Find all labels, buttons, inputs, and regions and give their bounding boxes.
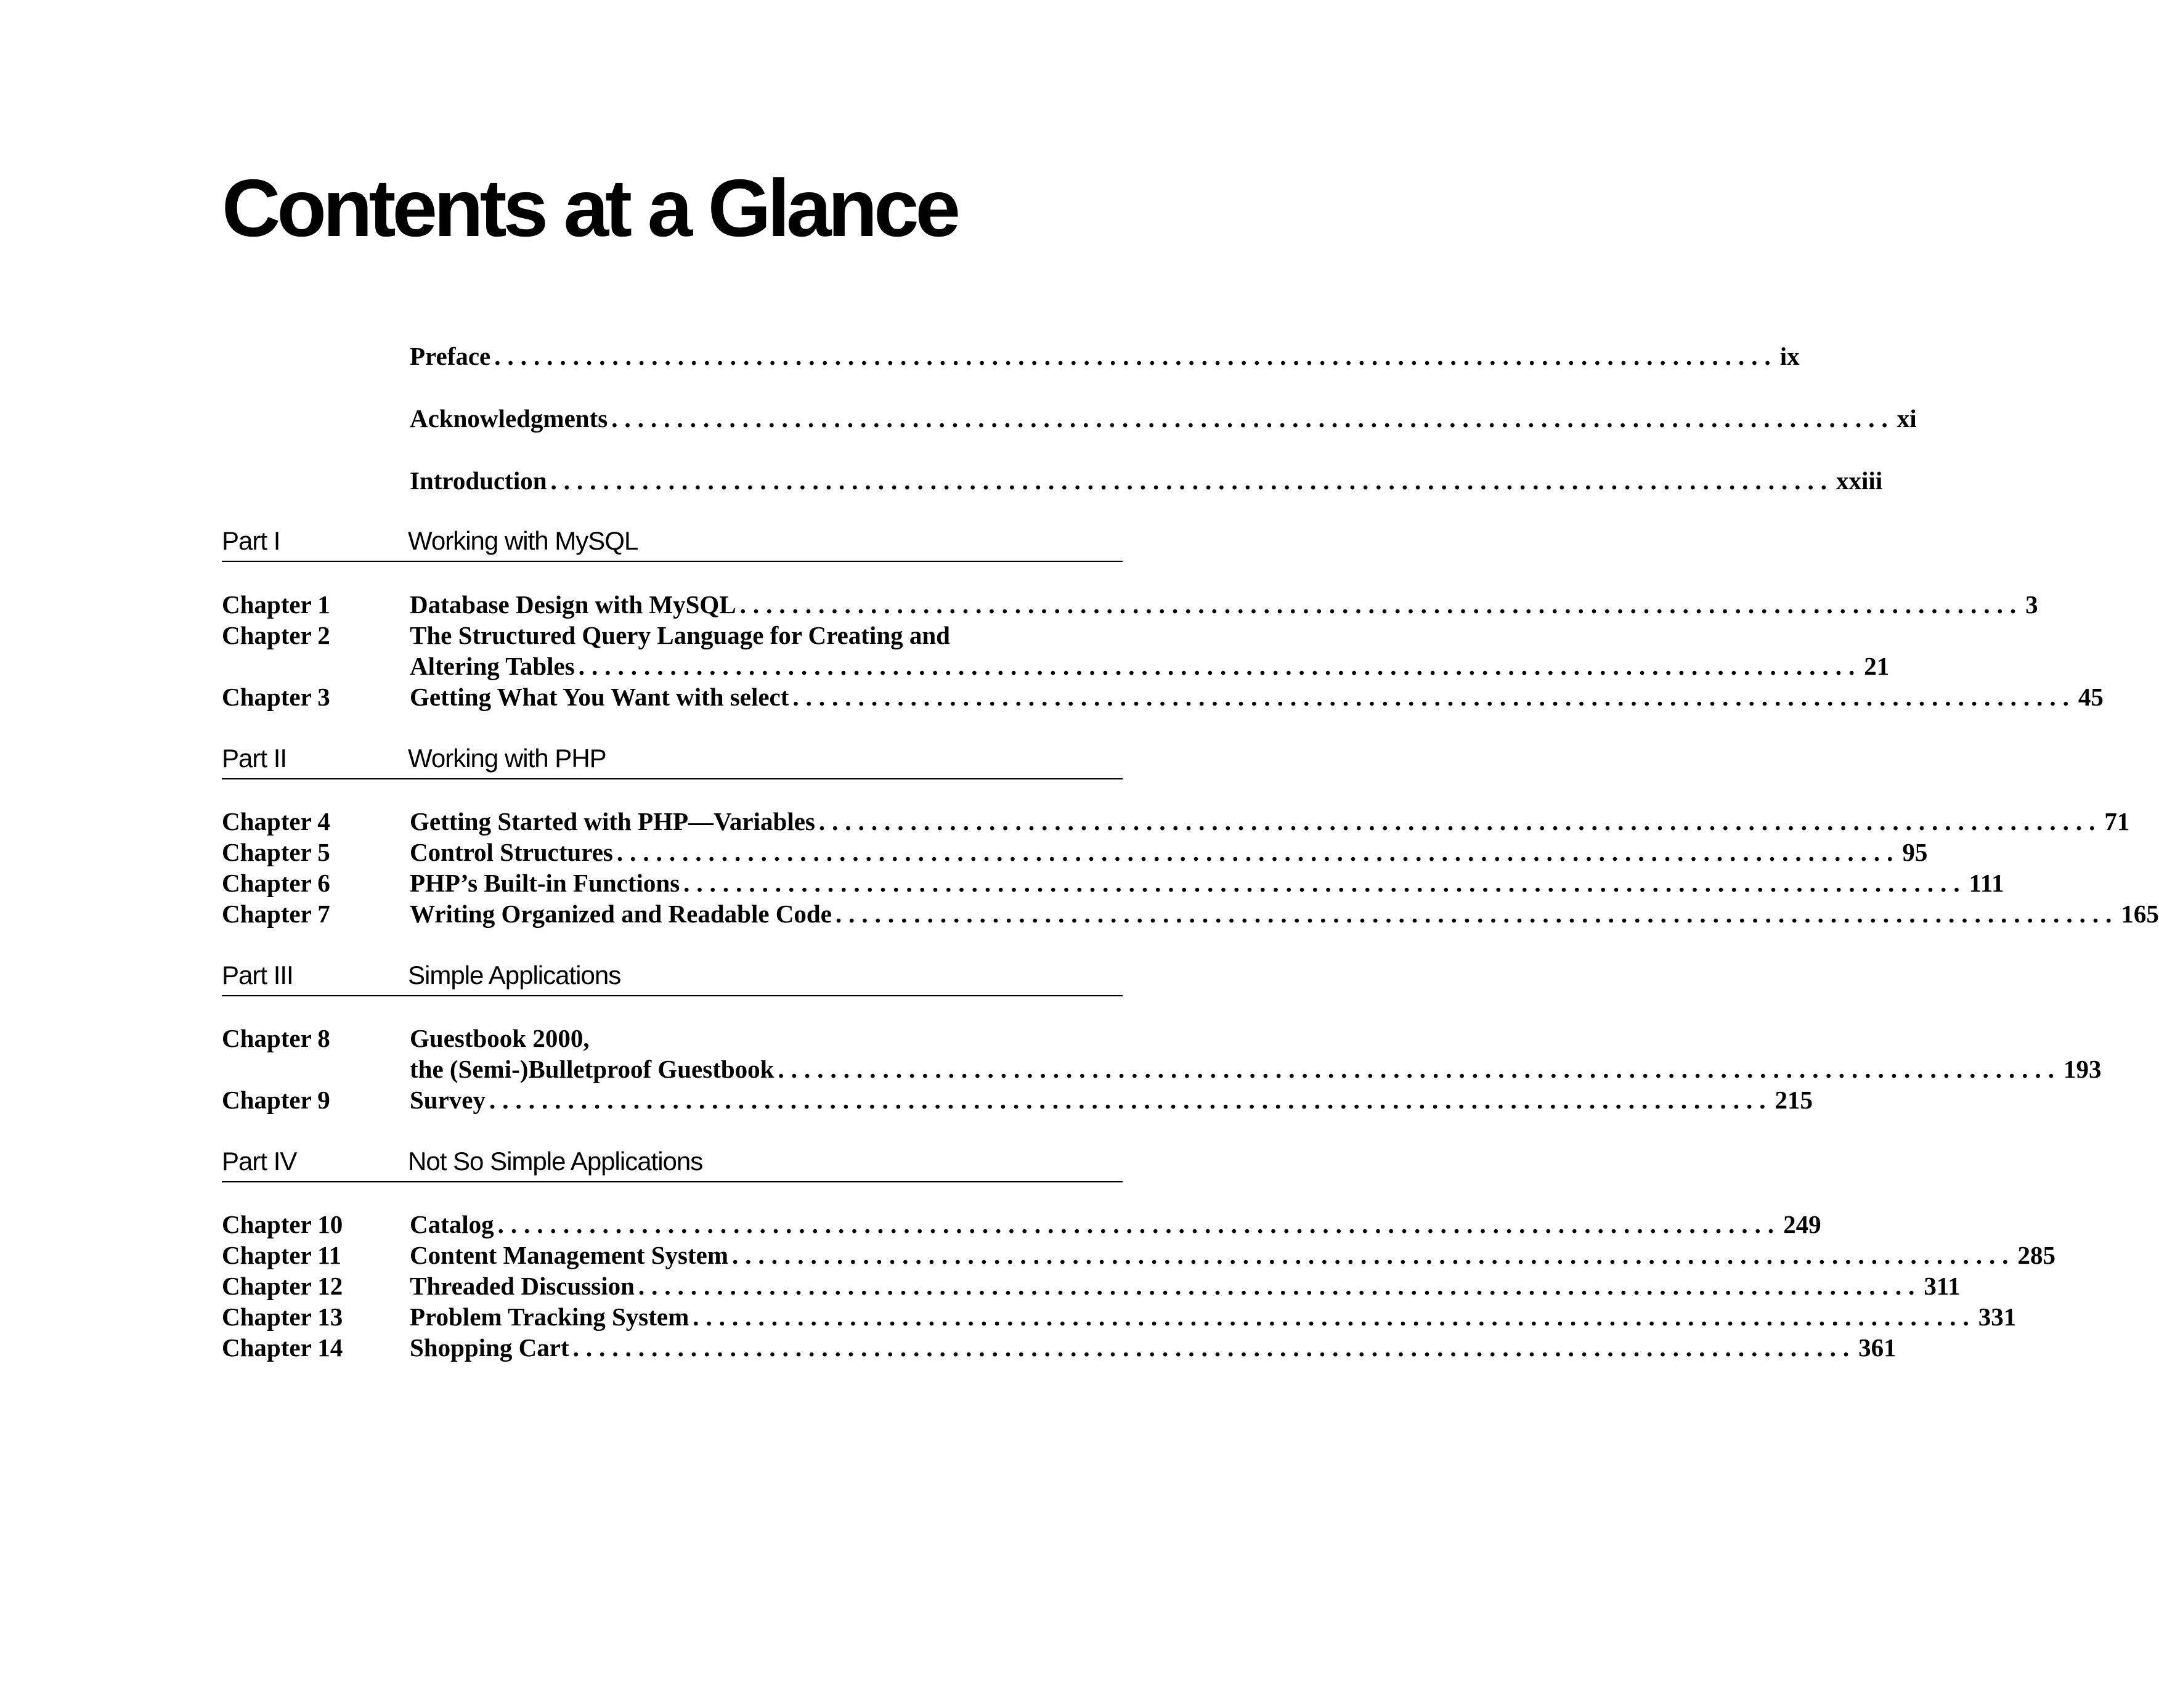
part-heading-4[interactable]	[222, 1144, 1123, 1182]
dot-leader: ..................................................................................................	[693, 1303, 1976, 1331]
part-title: Working with MySQL	[408, 526, 638, 555]
dot-leader: ..................................................................................................	[731, 1241, 2015, 1269]
part-label: Part II	[222, 744, 287, 773]
entry-page: 111	[1969, 869, 2004, 897]
toc-entry-chapter-1[interactable]	[222, 589, 2038, 620]
chapter-label: Chapter 14	[222, 1333, 343, 1362]
dot-leader: ..................................................................................................	[818, 807, 2102, 836]
chapter-label: Chapter 12	[222, 1272, 343, 1300]
entry-title: Acknowledgments	[410, 404, 608, 433]
toc-entry-chapter-12[interactable]	[222, 1271, 1961, 1301]
dot-leader: ..................................................................................................	[739, 590, 2023, 619]
toc-entry-chapter-9[interactable]	[222, 1084, 1813, 1115]
chapter-label: Chapter 10	[222, 1210, 343, 1238]
entry-page: 361	[1858, 1333, 1897, 1362]
entry-page: 165	[2121, 900, 2159, 928]
entry-title: Catalog	[410, 1210, 494, 1238]
entry-title: the (Semi-)Bulletproof Guestbook	[410, 1055, 775, 1083]
toc-entry-chapter-13[interactable]	[222, 1301, 2017, 1332]
chapter-label: Chapter 8	[222, 1024, 330, 1052]
chapter-label: Chapter 3	[222, 683, 330, 711]
entry-page: 285	[2017, 1241, 2055, 1269]
entry-title: Control Structures	[410, 838, 613, 866]
dot-leader: ..................................................................................................	[835, 900, 2119, 928]
entry-title: Writing Organized and Readable Code	[410, 900, 832, 928]
entry-title-line1: The Structured Query Language for Creating and	[410, 621, 950, 649]
toc-entry-introduction[interactable]	[222, 465, 1883, 496]
entry-page: 21	[1864, 652, 1890, 680]
dot-leader: ..................................................................................................	[489, 1086, 1773, 1114]
part-label: Part III	[222, 961, 293, 990]
entry-title: Altering Tables	[410, 652, 575, 680]
entry-title: Database Design with MySQL	[410, 590, 736, 619]
toc-entry-chapter-4[interactable]	[222, 806, 2130, 837]
entry-page: 311	[1924, 1272, 1961, 1300]
entry-title: Content Management System	[410, 1241, 728, 1269]
entry-page: 45	[2078, 683, 2104, 711]
chapter-label: Chapter 9	[222, 1086, 330, 1114]
entry-title: PHP’s Built-in Functions	[410, 869, 680, 897]
chapter-label: Chapter 6	[222, 869, 330, 897]
entry-page: 71	[2104, 807, 2130, 836]
toc-entry-chapter-11[interactable]	[222, 1240, 2055, 1271]
chapter-label: Chapter 11	[222, 1241, 342, 1269]
dot-leader: ..................................................................................................	[572, 1333, 1856, 1362]
part-title: Simple Applications	[408, 961, 621, 990]
dot-leader: ..................................................................................................	[494, 342, 1778, 370]
toc-entry-acknowledgments[interactable]	[222, 403, 1917, 434]
entry-title: Shopping Cart	[410, 1333, 569, 1362]
part-heading-3[interactable]	[222, 958, 1123, 996]
dot-leader: ..................................................................................................	[792, 683, 2076, 711]
toc-entry-chapter-3[interactable]	[222, 681, 2104, 712]
dot-leader: ..................................................................................................	[616, 838, 1900, 866]
entry-page: xi	[1897, 404, 1917, 433]
entry-page: 215	[1775, 1086, 1813, 1114]
dot-leader: ..................................................................................................	[778, 1055, 2061, 1083]
page-title: Contents at a Glance	[222, 163, 957, 253]
dot-leader: ..................................................................................................	[611, 404, 1895, 433]
entry-page: ix	[1779, 342, 1800, 370]
toc-entry-chapter-6[interactable]	[222, 868, 2004, 898]
entry-page: 249	[1783, 1210, 1821, 1238]
dot-leader: ..................................................................................................	[638, 1272, 1922, 1300]
chapter-label: Chapter 4	[222, 807, 330, 836]
entry-title: Problem Tracking System	[410, 1303, 689, 1331]
toc-entry-chapter-14[interactable]	[222, 1332, 1897, 1363]
toc-entry-chapter-8[interactable]	[222, 1023, 1023, 1054]
toc-entry-chapter-8-cont[interactable]	[222, 1054, 2102, 1084]
entry-title: Preface	[410, 342, 491, 370]
toc-entry-chapter-10[interactable]	[222, 1209, 1821, 1240]
dot-leader: ..................................................................................................	[578, 652, 1862, 680]
entry-title: Survey	[410, 1086, 486, 1114]
entry-page: 3	[2025, 590, 2038, 619]
entry-page: 193	[2063, 1055, 2102, 1083]
part-heading-1[interactable]	[222, 524, 1123, 562]
chapter-label: Chapter 7	[222, 900, 330, 928]
entry-title: Getting Started with PHP—Variables	[410, 807, 815, 836]
toc-entry-preface[interactable]	[222, 341, 1800, 372]
entry-title: Threaded Discussion	[410, 1272, 635, 1300]
entry-page: xxiii	[1836, 466, 1883, 495]
chapter-label: Chapter 13	[222, 1303, 343, 1331]
entry-title: Introduction	[410, 466, 547, 495]
part-label: Part I	[222, 526, 280, 555]
part-title: Working with PHP	[408, 744, 606, 773]
dot-leader: ..................................................................................................	[683, 869, 1967, 897]
part-title: Not So Simple Applications	[408, 1147, 703, 1176]
chapter-label: Chapter 1	[222, 590, 330, 619]
chapter-label: Chapter 2	[222, 621, 330, 649]
dot-leader: ..................................................................................................	[550, 466, 1834, 495]
entry-page: 95	[1902, 838, 1928, 866]
toc-entry-chapter-2[interactable]	[222, 620, 1023, 651]
entry-title: Getting What You Want with select	[410, 683, 789, 711]
entry-title-line1: Guestbook 2000,	[410, 1024, 590, 1052]
dot-leader: ..................................................................................................	[497, 1210, 1781, 1238]
toc-entry-chapter-2-cont[interactable]	[222, 651, 1890, 681]
entry-page: 331	[1978, 1303, 2017, 1331]
part-label: Part IV	[222, 1147, 297, 1176]
part-heading-2[interactable]	[222, 741, 1123, 779]
toc-entry-chapter-7[interactable]	[222, 898, 2159, 929]
toc-entry-chapter-5[interactable]	[222, 837, 1928, 868]
chapter-label: Chapter 5	[222, 838, 330, 866]
